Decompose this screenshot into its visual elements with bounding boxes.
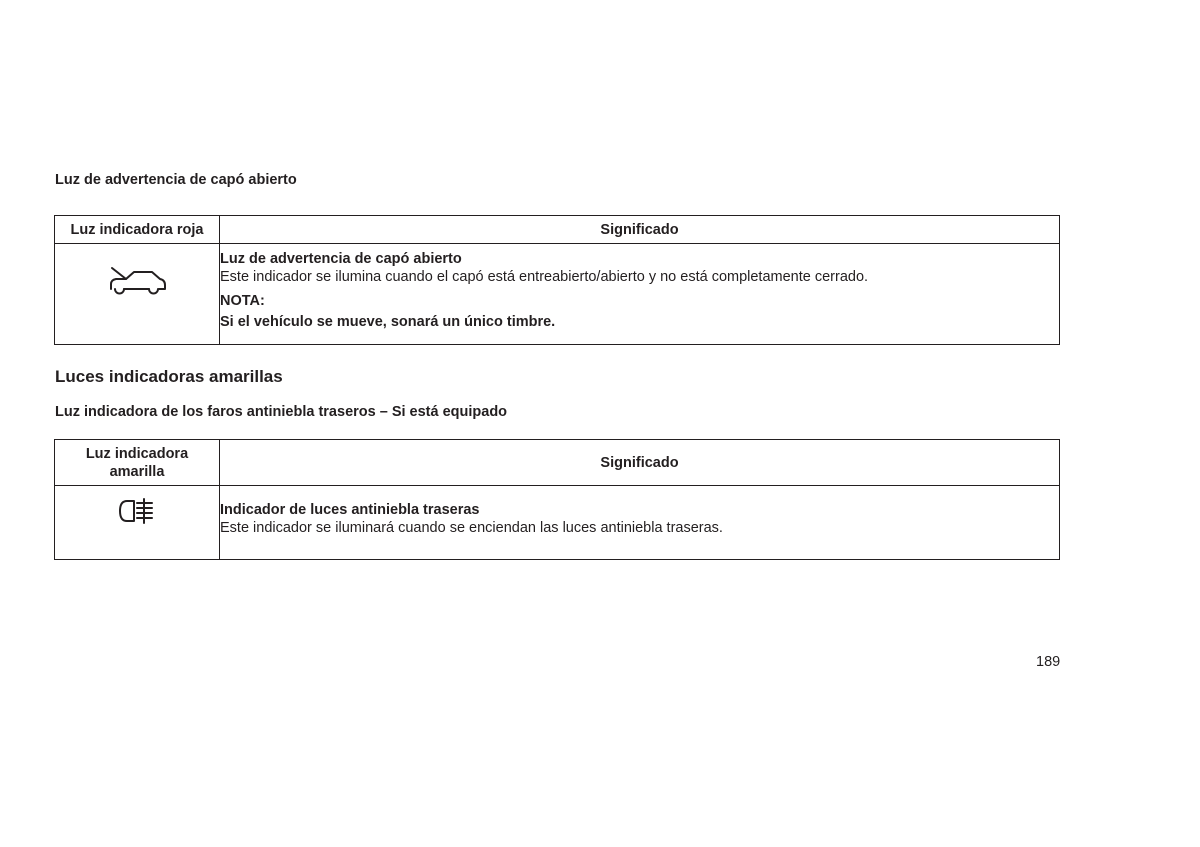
meaning-cell (220, 486, 1060, 560)
indicator-description: Este indicador se ilumina cuando el capó está entreabierto/abierto y no está completamente cerrado. (220, 269, 869, 285)
column-header-meaning: Significado (220, 440, 1060, 486)
column-header-indicator-line2: amarilla (109, 463, 165, 480)
indicator-title: Luz de advertencia de capó abierto (220, 251, 462, 267)
indicator-title: Indicador de luces antiniebla traseras (220, 502, 480, 518)
indicator-description: Este indicador se iluminará cuando se enciendan las luces antiniebla traseras. (220, 520, 723, 536)
section-heading-yellow-indicators: Luces indicadoras amarillas (55, 367, 283, 386)
column-header-indicator (55, 440, 220, 486)
table-row (55, 244, 1060, 345)
note-label: NOTA: (220, 293, 265, 309)
table-row (55, 486, 1060, 560)
meaning-cell (220, 244, 1060, 345)
rear-fog-table (54, 439, 1060, 560)
column-header-indicator-line1: Luz indicadora (85, 445, 189, 462)
section-heading-rear-fog: Luz indicadora de los faros antiniebla traseros – Si está equipado (55, 404, 508, 420)
table-header-row (55, 216, 1060, 244)
column-header-indicator: Luz indicadora roja (55, 216, 220, 244)
page-number: 189 (1036, 654, 1061, 670)
indicator-icon-cell (55, 244, 220, 345)
hood-warning-table (54, 215, 1060, 345)
note-text: Si el vehículo se mueve, sonará un único timbre. (220, 314, 556, 330)
table-header-row (55, 440, 1060, 486)
section-heading-hood-warning: Luz de advertencia de capó abierto (55, 172, 297, 188)
indicator-icon-cell (55, 486, 220, 560)
column-header-meaning: Significado (220, 216, 1060, 244)
rear-fog-light-icon (117, 496, 157, 532)
hood-open-icon (106, 264, 168, 302)
